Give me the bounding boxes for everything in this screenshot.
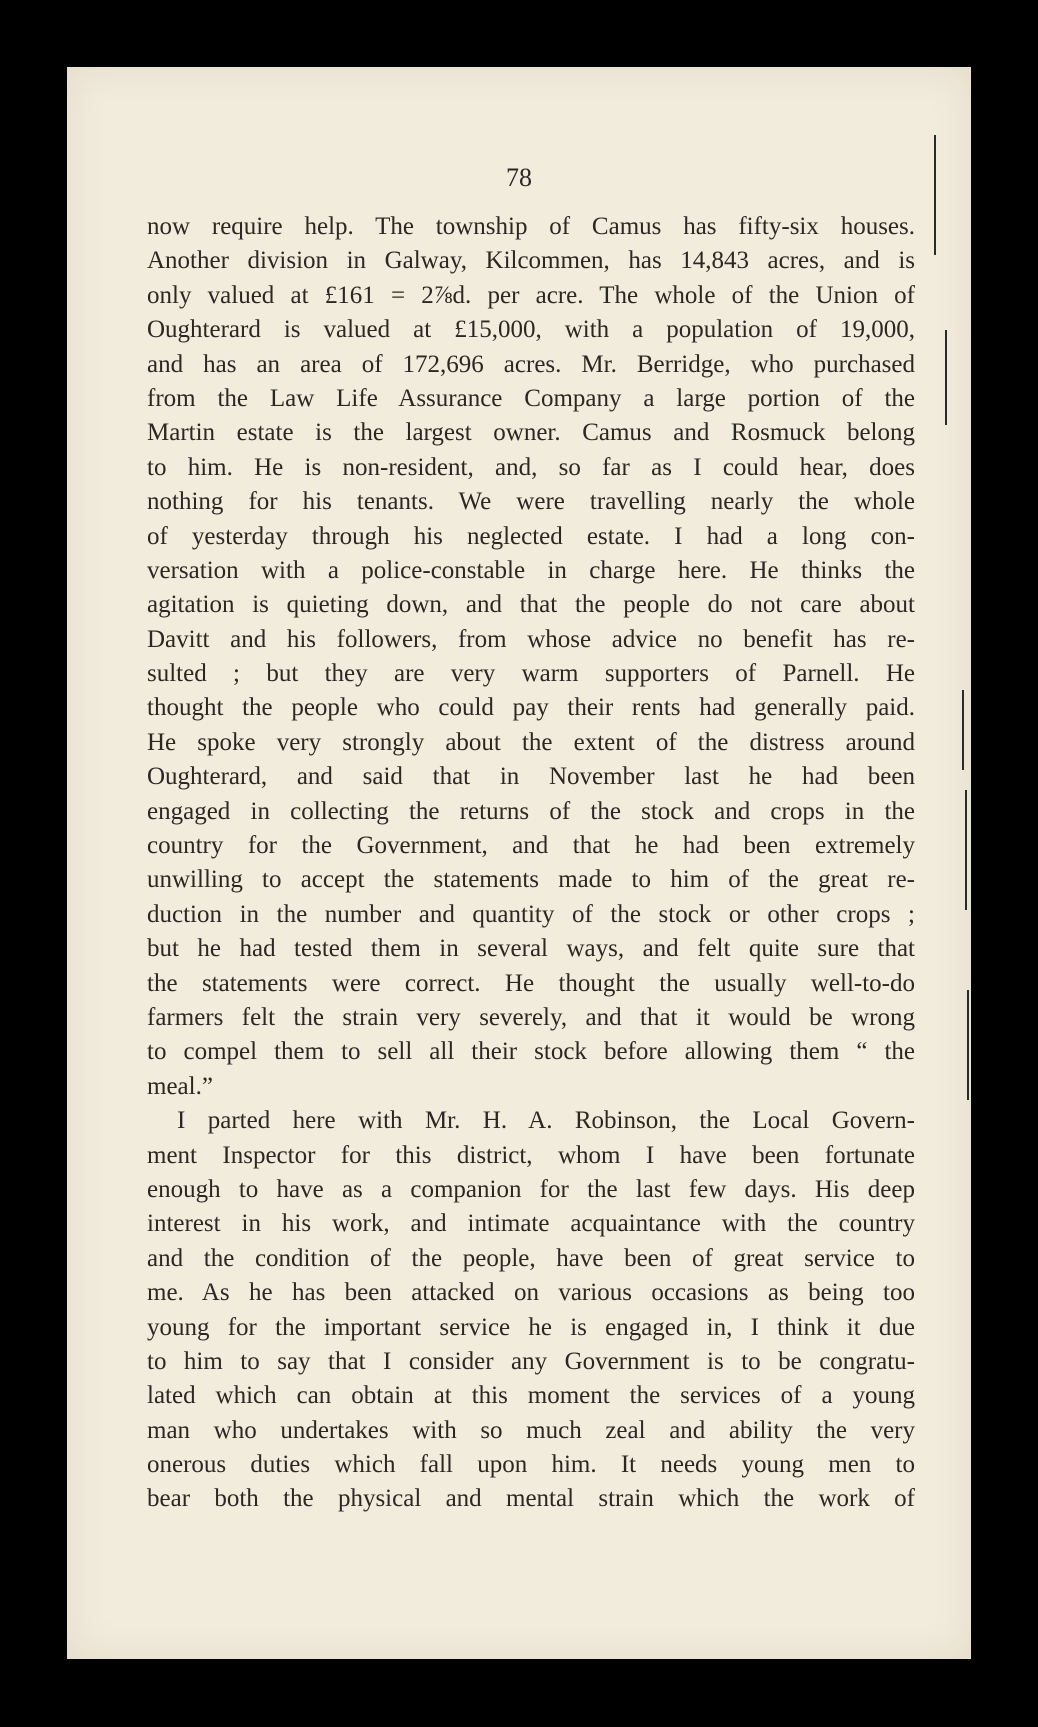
text-line: unwilling to accept the statements made to him of the great re- <box>147 866 915 894</box>
page-edge-mark <box>934 135 936 255</box>
page-number: 78 <box>506 163 532 192</box>
text-line: onerous duties which fall upon him. It needs young men to <box>147 1451 915 1479</box>
text-line: thought the people who could pay their rents had generally paid. <box>147 694 915 722</box>
text-line: country for the Government, and that he had been extremely <box>147 832 915 860</box>
text-line: only valued at £161 = 2⅞d. per acre. The whole of the Union of <box>147 281 915 309</box>
text-line: agitation is quieting down, and that the people do not care about <box>147 591 915 619</box>
text-line: bear both the physical and mental strain which the work of <box>147 1485 915 1513</box>
text-line: to him to say that I consider any Government is to be congratu- <box>147 1347 915 1375</box>
page-edge-mark <box>945 330 947 425</box>
text-line: man who undertakes with so much zeal and ability the very <box>147 1416 915 1444</box>
text-line: now require help. The township of Camus has fifty-six houses. <box>147 213 915 240</box>
text-line: versation with a police-constable in charge here. He thinks the <box>147 556 915 584</box>
text-line: and the condition of the people, have been of great service to <box>147 1244 915 1272</box>
text-line: young for the important service he is engaged in, I think it due <box>147 1313 915 1341</box>
text-line: He spoke very strongly about the extent of the distress around <box>147 728 915 756</box>
text-line: to him. He is non-resident, and, so far as I could hear, does <box>147 453 915 481</box>
text-line: me. As he has been attacked on various occasions as being too <box>147 1279 915 1307</box>
text-line: the statements were correct. He thought the usually well-to-do <box>147 969 915 997</box>
text-line: from the Law Life Assurance Company a large portion of the <box>147 384 915 412</box>
text-line: lated which can obtain at this moment the services of a young <box>147 1382 915 1410</box>
text-line: to compel them to sell all their stock before allowing them “ the <box>147 1038 915 1066</box>
body-text <box>147 210 915 1517</box>
text-line: Another division in Galway, Kilcommen, has 14,843 acres, and is <box>147 247 915 275</box>
page-edge-mark <box>962 690 964 770</box>
text-line: sulted ; but they are very warm supporters of Parnell. He <box>147 660 915 688</box>
text-line: Oughterard, and said that in November last he had been <box>147 763 915 791</box>
text-line: Oughterard is valued at £15,000, with a population of 19,000, <box>147 316 915 344</box>
text-line: of yesterday through his neglected estate. I had a long con- <box>147 522 915 550</box>
text-line: duction in the number and quantity of the stock or other crops ; <box>147 900 915 928</box>
text-line: Martin estate is the largest owner. Camus and Rosmuck belong <box>147 419 915 447</box>
page-edge-mark <box>965 790 967 910</box>
text-line: engaged in collecting the returns of the stock and crops in the <box>147 797 915 825</box>
text-line: I parted here with Mr. H. A. Robinson, the Local Govern- <box>177 1107 915 1135</box>
text-line: and has an area of 172,696 acres. Mr. Berridge, who purchased <box>147 350 915 378</box>
text-line: farmers felt the strain very severely, and that it would be wrong <box>147 1003 915 1031</box>
text-line: ment Inspector for this district, whom I have been fortunate <box>147 1141 915 1169</box>
book-page <box>67 67 971 1659</box>
text-line: enough to have as a companion for the last few days. His deep <box>147 1175 915 1203</box>
text-line: but he had tested them in several ways, and felt quite sure that <box>147 935 915 963</box>
text-line: meal.” <box>147 1072 213 1100</box>
text-line: interest in his work, and intimate acquaintance with the country <box>147 1210 915 1238</box>
text-line: nothing for his tenants. We were travelling nearly the whole <box>147 488 915 516</box>
page-edge-mark <box>967 990 969 1100</box>
text-line: Davitt and his followers, from whose advice no benefit has re- <box>147 625 915 653</box>
